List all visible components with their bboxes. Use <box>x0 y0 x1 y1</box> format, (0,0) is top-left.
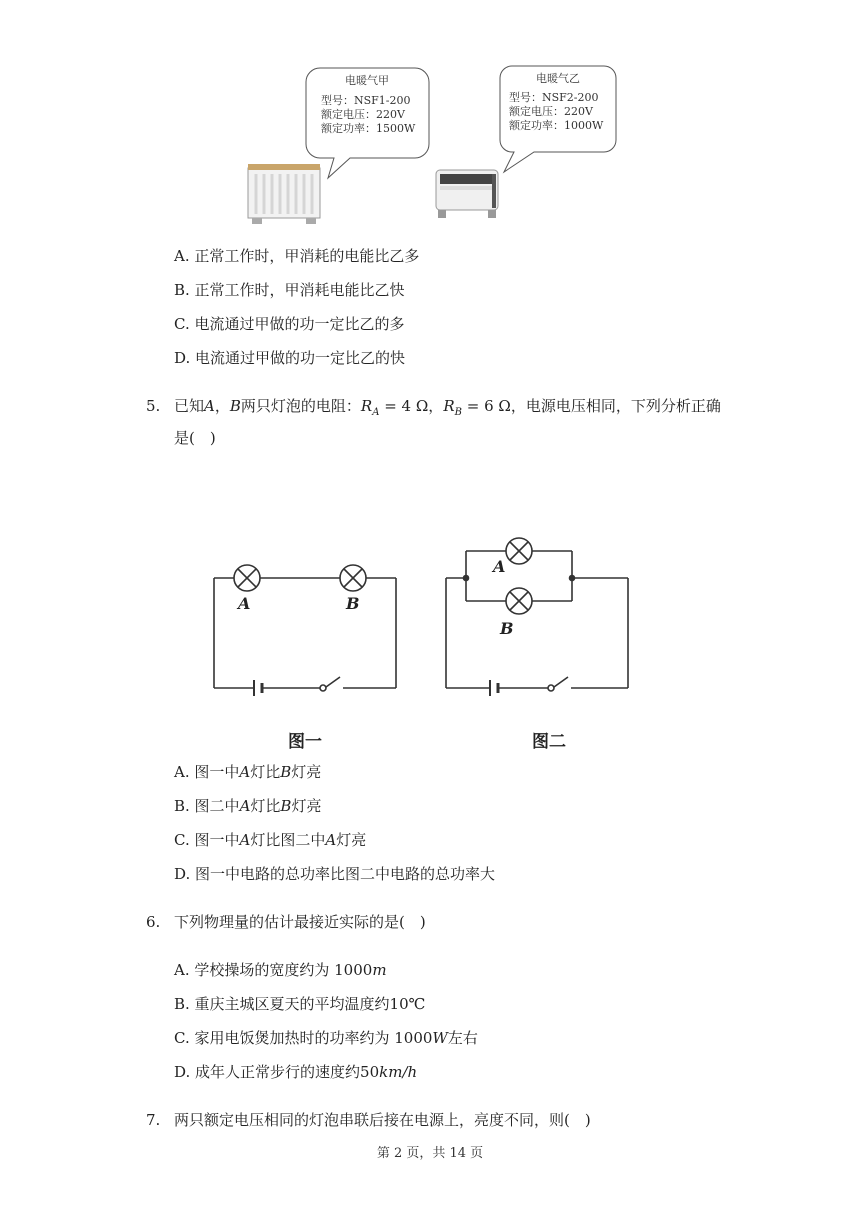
q6-number: 6. <box>146 913 161 931</box>
lamp-label-b2: B <box>500 619 514 638</box>
q6-option-a[interactable]: A. 学校操场的宽度约为 1000m <box>174 961 387 979</box>
heater-yi-icon <box>436 170 498 218</box>
figure-one-caption: 图一 <box>288 732 322 752</box>
junction-right <box>570 576 575 581</box>
heater-jia-title: 电暖气甲 <box>345 74 389 87</box>
q4-option-a[interactable]: A. 正常工作时，甲消耗的电能比乙多 <box>174 247 420 265</box>
lamp-label-a2: A <box>493 557 506 576</box>
q5-option-a[interactable]: A. 图一中A灯比B灯亮 <box>174 763 322 781</box>
q7-stem: 两只额定电压相同的灯泡串联后接在电源上，亮度不同，则( ) <box>174 1111 591 1129</box>
lamp-label-b: B <box>346 594 360 613</box>
switch-icon <box>320 685 326 691</box>
q5-stem-line1: 已知A，B两只灯泡的电阻：$R_A = 4$ Ω，$R_B = 6$ Ω，电源电压相同，下列分析正确 <box>174 397 721 418</box>
circuit-diagrams <box>200 530 640 710</box>
q6-option-c[interactable]: C. 家用电饭煲加热时的功率约为 1000W左右 <box>174 1029 478 1047</box>
heater-jia-model: 型号：NSF1-200 <box>321 94 411 107</box>
figure-one-circuit <box>214 565 396 696</box>
q4-option-c[interactable]: C. 电流通过甲做的功一定比乙的多 <box>174 315 405 333</box>
q5-number: 5. <box>146 397 161 415</box>
q6-option-b[interactable]: B. 重庆主城区夏天的平均温度约10℃ <box>174 995 426 1013</box>
q5-option-d[interactable]: D. 图一中电路的总功率比图二中电路的总功率大 <box>174 865 496 883</box>
q5-option-c[interactable]: C. 图一中A灯比图二中A灯亮 <box>174 831 367 849</box>
figure-two-circuit <box>446 538 628 696</box>
heater-yi-model: 型号：NSF2-200 <box>509 91 599 104</box>
heater-yi-power: 额定功率：1000W <box>509 119 604 132</box>
page-footer: 第 2 页，共 14 页 <box>376 1146 484 1161</box>
heater-jia-voltage: 额定电压：220V <box>321 108 405 121</box>
heater-yi-title: 电暖气乙 <box>536 72 580 85</box>
q5-option-b[interactable]: B. 图二中A灯比B灯亮 <box>174 797 322 815</box>
q7-number: 7. <box>146 1111 161 1129</box>
q6-stem: 下列物理量的估计最接近实际的是( ) <box>174 913 426 931</box>
figure-two-caption: 图二 <box>532 732 566 752</box>
q4-option-d[interactable]: D. 电流通过甲做的功一定比乙的快 <box>174 349 406 367</box>
heater-jia-power: 额定功率：1500W <box>321 122 416 135</box>
heater-illustration <box>240 60 620 230</box>
heater-drawing <box>240 60 620 230</box>
switch2-icon <box>548 685 554 691</box>
q5-stem-line2: 是( ) <box>174 429 216 447</box>
heater-yi-voltage: 额定电压：220V <box>509 105 593 118</box>
q4-option-b[interactable]: B. 正常工作时，甲消耗电能比乙快 <box>174 281 405 299</box>
heater-jia-icon <box>248 164 320 224</box>
q6-option-d[interactable]: D. 成年人正常步行的速度约50km/h <box>174 1063 418 1081</box>
junction-left <box>464 576 469 581</box>
lamp-label-a: A <box>238 594 251 613</box>
